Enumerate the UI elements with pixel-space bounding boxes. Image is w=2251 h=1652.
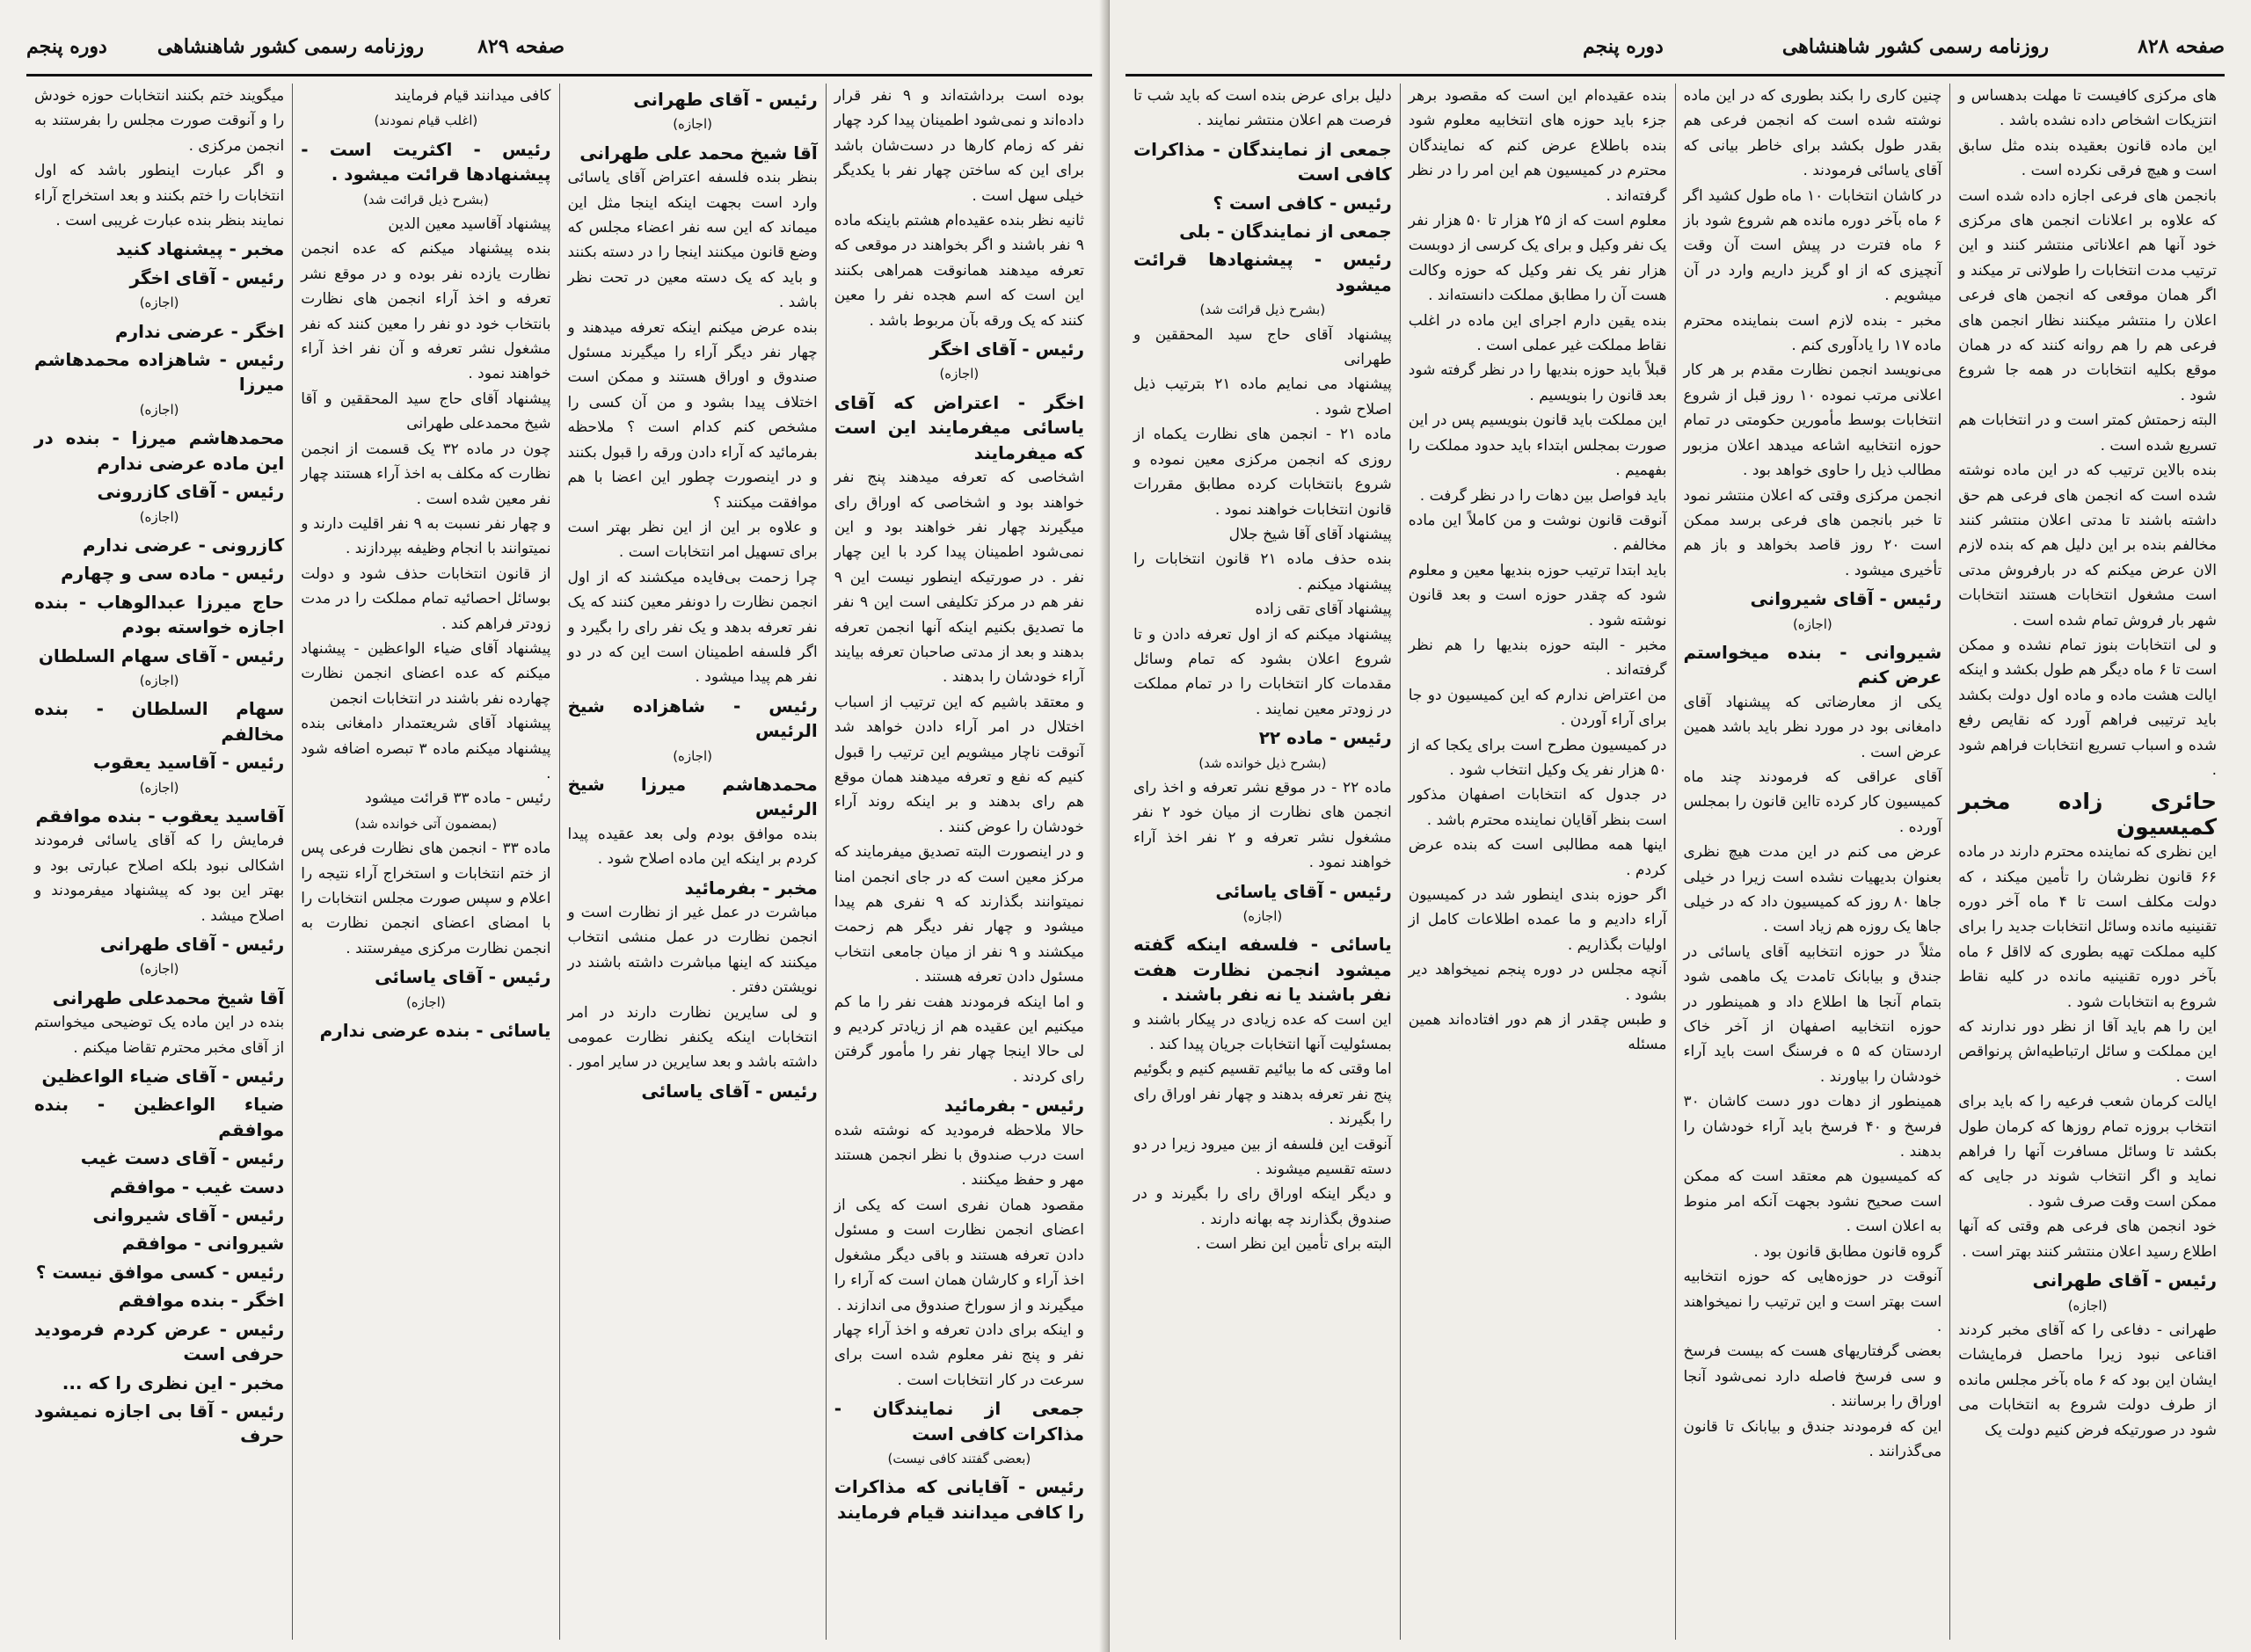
paragraph: و علاوه بر این از این نظر بهتر است برای تسهیل امر انتخابات است .	[567, 518, 818, 562]
paragraph: در جدول که انتخابات اصفهان مذکور است بنظر آقایان نماینده محترم باشد .	[1408, 786, 1667, 829]
paragraph: و معتقد باشیم که این ترتیب از اسباب اختلال در امر آراء دادن خواهد شد آنوقت ناچار میشویم این ترتیب را قبول کنیم که نفع و تعرفه میدهند همان موقع هم رای بدهند و بر اینکه روند آراء خودشان را عوض کنند .	[834, 693, 1084, 836]
paragraph: انجمن مرکزی وقتی که اعلان منتشر نمود تا خبر بانجمن های فرعی برسد ممکن است ۲۰ روز قاصد بخواهد و باز هم تأخیری میشود .	[1683, 486, 1942, 579]
speaker-heading: آقا شیخ محمدعلی طهرانی	[52, 986, 285, 1008]
speaker-heading: رئیس - آقای یاسائی	[641, 1080, 818, 1102]
stage-note: (اجازه)	[139, 295, 179, 311]
paragraph: که کمیسیون هم معتقد است که ممکن است صحیح نشود بجهت آنکه امر منوط به اعلان است .	[1683, 1168, 1942, 1236]
speaker-heading: رئیس - ماده ۲۲	[1258, 727, 1392, 749]
paragraph: میگویند ختم بکنند انتخابات حوزه خودش را و آنوقت صورت مجلس را بفرستند به انجمن مرکزی .	[34, 87, 285, 155]
speaker-heading: رئیس - آقای اخگر	[129, 266, 285, 288]
stage-note: (اجازه)	[139, 401, 179, 418]
speaker-heading: رئیس - آقایانی که مذاکرات را کافی میدانند قیام فرمایند	[834, 1476, 1084, 1523]
page-left	[0, 0, 1110, 1652]
paragraph: آنوقت در حوزه‌هایی که حوزه انتخابیه است بهتر است و این ترتیب را نمیخواهند .	[1683, 1268, 1942, 1335]
paragraph: چنین کاری را بکند بطوری که در این ماده نوشته شده است که انجمن فرعی هم بقدر طول بکشد برای خاطر بیانی که آقای یاسائی فرمودند .	[1683, 87, 1942, 180]
page-number: صفحه ۸۲۸	[2138, 35, 2225, 58]
speaker-heading: رئیس - کسی موافق نیست ؟	[35, 1261, 285, 1283]
paragraph: پیشنهاد آقاسید معین الدین	[388, 215, 551, 234]
paragraph: اگر حوزه بندی اینطور شد در کمیسیون آراء دادیم و ما عمده اطلاعات کامل از اولیات بگذاریم .	[1408, 886, 1667, 954]
speaker-heading: مخبر - این نظری را که ...	[62, 1372, 285, 1394]
speaker-heading: رئیس - آقای شیروانی	[1750, 588, 1942, 610]
speaker-heading: رئیس - آقای طهرانی	[99, 934, 285, 955]
paragraph: بنده پیشنهاد میکنم که عده انجمن نظارت یازده نفر بوده و در موقع نشر تعرفه و اخذ آراء انجمن های نظارت بانتخاب خود دو نفر را معین کنند که نفر مشغول نشر تعرفه و آن نفر اخذ آراء خواهند نمود .	[301, 240, 551, 383]
text-column	[26, 84, 292, 1640]
text-column	[826, 84, 1092, 1640]
paragraph: و طبس چقدر از هم دور افتاده‌اند همین مسئله	[1408, 1011, 1667, 1054]
speaker-heading: رئیس - عرض کردم فرمودید حرفی است	[34, 1318, 285, 1365]
speaker-heading: اخگر - بنده موافقم	[118, 1290, 285, 1312]
page-header	[1126, 25, 2225, 76]
paragraph: و لی سایرین نظارت دارند در امر انتخابات اینکه یکنفر نظارت عمومی داشته باشد و بعد سایرین در سایر امور .	[567, 1003, 818, 1072]
paragraph: ثانیه نظر بنده عقیده‌ام هشتم باینکه ماده ۹ نفر باشند و اگر بخواهند در موقعی که تعرفه میدهند همانوقت همراهی بکنند این است که اسم هجده نفر را معین کنند که یک ورقه بآن مربوط باشد .	[834, 212, 1084, 330]
speaker-heading: دست غیب - موافقم	[110, 1175, 285, 1197]
paragraph: من اعتراض ندارم که این کمیسیون دو جا برای آراء آوردن .	[1408, 686, 1667, 730]
speaker-heading: حائری زاده مخبر کمیسیون	[1958, 789, 2217, 840]
paragraph: طهرانی - دفاعی را که آقای مخبر کردند اقناعی نبود زیرا ماحصل فرمایشات ایشان این بود که ۶ ماه بآخر مجلس مانده از طرف دولت شروع به انتخابات می شود در صورتیکه فرض کنیم دولت یک	[1958, 1321, 2217, 1439]
paragraph: باید ابتدا ترتیب حوزه بندیها معین و معلوم شود که چقدر حوزه است و بعد قانون نوشته شود .	[1408, 561, 1667, 630]
speaker-heading: رئیس - شاهزاده شیخ الرئیس	[567, 695, 818, 742]
paragraph: این که فرمودند جندق و بیابانک تا قانون می‌گذرانند .	[1683, 1417, 1942, 1460]
paragraph: از قانون انتخابات حذف شود و دولت بوسائل احصائیه تمام مملکت را در مدت زودتر فراهم کند .	[301, 564, 551, 633]
speaker-heading: مخبر - پیشنهاد کنید	[115, 238, 285, 260]
speaker-heading: رئیس - بفرمائید	[943, 1095, 1084, 1117]
paragraph: مخبر - البته حوزه بندیها را هم نظر گرفته‌اند .	[1408, 636, 1667, 680]
paragraph: بنده یقین دارم اجرای این ماده در اغلب نقاط مملکت غیر عملی است .	[1408, 311, 1667, 355]
speaker-heading: سهام السلطان - بنده مخالفم	[34, 698, 285, 745]
paragraph: ماده ۲۱ - انجمن های نظارت یکماه از روزی که انجمن مرکزی معین نموده و شروع بانتخابات کرده مطابق مقررات قانون انتخابات خواهند نمود .	[1133, 426, 1392, 519]
speaker-heading: جمعی از نمایندگان - بلی	[1179, 221, 1392, 243]
paragraph: آنوقت این فلسفه از بین میرود زیرا در دو دسته تقسیم میشوند .	[1133, 1135, 1392, 1179]
paragraph: عرض می کنم در این مدت هیچ نظری بعنوان بدیهیات نشده است زیرا در خیلی جاها ۸۰ روز که کمیسیون داد که در خیلی جاها یک روزه هم زیاد است .	[1683, 843, 1942, 936]
paragraph: مثلاً در حوزه انتخابیه آقای یاسائی در جندق و بیابانک تامدت یک ماهمی شود بتمام آنجا ها اطلاع داد و همینطور در حوزه انتخابیه اصفهان از آخر خاک اردستان که ۵ ه فرسنگ است باید آراء خودشان را بیاورند .	[1683, 942, 1942, 1086]
stage-note: (بمضمون آتی خوانده شد)	[354, 815, 498, 832]
text-column	[1400, 84, 1675, 1640]
paragraph: این ماده قانون بعقیده بنده مثل سابق است و هیچ فرقی نکرده است .	[1958, 136, 2217, 180]
speaker-heading: جمعی از نمایندگان - مذاکرات کافی است	[1133, 138, 1392, 186]
speaker-heading: ضیاء الواعظین - بنده موافقم	[34, 1094, 285, 1140]
paragraph: مخبر - بنده لازم است بنماینده محترم ماده ۱۷ را یادآوری کنم .	[1683, 311, 1942, 355]
speaker-heading: اخگر - عرضی ندارم	[114, 320, 285, 342]
paragraph: بنده در این ماده یک توضیحی میخواستم از آقای مخبر محترم تقاضا میکنم .	[34, 1014, 285, 1057]
newspaper-title: روزنامه رسمی کشور شاهنشاهی	[1781, 35, 2049, 58]
paragraph: خود انجمن های فرعی هم وقتی که آنها اطلاع رسید اعلان منتشر کنند بهتر است .	[1958, 1218, 2217, 1261]
speaker-heading: شیروانی - بنده میخواستم عرض کنم	[1683, 641, 1942, 688]
stage-note: (اجازه)	[1242, 908, 1283, 924]
speaker-heading: رئیس - شاهزاده محمدهاشم میرزا	[34, 349, 285, 396]
paragraph: قبلاً باید حوزه بندیها را در نظر گرفته شود بعد قانون را بنویسیم .	[1408, 361, 1667, 404]
paragraph: باید فواصل بین دهات را در نظر گرفت .	[1419, 486, 1667, 505]
text-column	[292, 84, 558, 1640]
paragraph: پیشنهاد آقای حاج سید المحققین و آقا شیخ محمدعلی طهرانی	[301, 389, 551, 433]
speaker-heading: کازرونی - عرضی ندارم	[82, 534, 285, 556]
paragraph: البته زحمتش کمتر است و در انتخابات هم تسریع شده است .	[1958, 411, 2217, 455]
stage-note: (اجازه)	[139, 672, 179, 688]
speaker-heading: رئیس - آقای سهام السلطان	[38, 644, 285, 666]
paragraph: ماده ۲۲ - در موقع نشر تعرفه و اخذ رای انجمن های نظارت از میان خود ۲ نفر مشغول نشر تعرفه و ۲ نفر اخذ آراء خواهند نمود .	[1133, 778, 1392, 872]
paragraph: کافی میدانند قیام فرمایند	[394, 87, 551, 105]
paragraph: این مملکت باید قانون بنویسیم پس در این صورت بمجلس ابتداء باید حدود مملکت را بفهمیم .	[1408, 411, 1667, 480]
page-number: صفحه ۸۲۹	[477, 35, 565, 58]
paragraph: و لی انتخابات بنوز تمام نشده و ممکن است تا ۶ ماه دیگر هم طول بکشد و اینکه ایالت هشت ماده و ماده اول دولت بکشد باید ترتیبی فراهم آورد که نقایص رفع شده و اسباب تسریع انتخابات فراهم شود .	[1958, 636, 2217, 779]
stage-note: (اجازه)	[939, 366, 980, 382]
paragraph: بنده حذف ماده ۲۱ قانون انتخابات را پیشنهاد میکنم .	[1133, 550, 1392, 593]
paragraph: و چهار نفر نسبت به ۹ نفر اقلیت دارند و نمیتوانند با انجام وظیفه بپردازند .	[301, 514, 551, 558]
speaker-heading: رئیس - آقای یاسائی	[375, 966, 551, 988]
column-group	[26, 84, 1092, 1640]
speaker-heading: رئیس - آقای دست غیب	[80, 1147, 285, 1169]
page-header	[26, 25, 1092, 76]
text-column	[1949, 84, 2225, 1640]
paragraph: و اینکه برای دادن تعرفه و اخذ آراء چهار نفر و پنج نفر معلوم شده است برای سرعت در کار انتخابات است .	[834, 1321, 1084, 1389]
stage-note: (اجازه)	[405, 993, 446, 1010]
paragraph: ماده ۳۳ - انجمن های نظارت فرعی پس از ختم انتخابات و استخراج آراء نتیجه را اعلام و سپس صورت مجلس انتخابات را با امضای اعضای انجمن نظارت به انجمن نظارت مرکزی میفرستند .	[301, 840, 551, 957]
paragraph: بنده عرض میکنم اینکه تعرفه میدهند و چهار نفر دیگر آراء را میگیرند مسئول صندوق و اوراق هستند و ممکن است اختلاف پیدا بشود و من آن کسی را مشخص کنم کدام است ؟ ملاحظه بفرمائید که آراء دادن ورقه را قبول بکنند و در اینصورت چطور این اعضا با هم موافقت میکنند ؟	[567, 318, 818, 512]
stage-note: (اغلب قیام نمودند)	[374, 113, 478, 129]
text-column	[1675, 84, 1950, 1640]
paragraph: این را هم باید آقا از نظر دور ندارند که این مملکت و سائل ارتباطیه‌اش پرنواقص است .	[1958, 1018, 2217, 1086]
paragraph: آنچه مجلس در دوره پنجم نمیخواهد دیر بشود .	[1408, 961, 1667, 1004]
paragraph: و اما اینکه فرمودند هفت نفر را ما کم میکنیم این عقیده هم از زیادتر کردیم و لی حالا اینجا چهار نفر را مأمور گرفتن رای کردند .	[834, 993, 1084, 1086]
paragraph: بوده است برداشته‌اند و ۹ نفر قرار داده‌اند و نمی‌شود اطمینان پیدا کرد چهار نفر که زمام کار‌ها در دست‌شان باشد برای این که ساختن چهار نفر با یکدیگر خیلی سهل است .	[834, 87, 1084, 205]
session-label: دوره پنجم	[1583, 35, 1664, 58]
speaker-heading: رئیس - آقاسید یعقوب	[92, 752, 285, 774]
paragraph: بعضی گرفتاریهای هست که بیست فرسخ و سی فرسخ فاصله دارد نمی‌شود آنجا اوراق را برسانند .	[1683, 1343, 1942, 1411]
paragraph: و در اینصورت البته تصدیق میفرمایند که مرکز معین است که در جای انجمن امنا نمیتوانند بگذارند که ۹ نفری هم پیدا میشود و چهار نفر دیگر هم زحمت میکشند و ۹ نفر از میان جامعی انتخاب مسئول دادن تعرفه هستند .	[834, 843, 1084, 986]
paragraph: چون در ماده ۳۲ یک قسمت از انجمن نظارت که مکلف به اخذ آراء هستند چهار نفر معین شده است .	[301, 440, 551, 508]
speaker-heading: آقاسید یعقوب - بنده موافقم	[35, 804, 285, 826]
paragraph: در کاشان انتخابات ۱۰ ماه طول کشید اگر ۶ ماه بآخر دوره مانده هم شروع شود باز ۶ ماه فترت در پیش است آن وقت آنچیزی که از او گریز داریم وارد در آن میشویم .	[1683, 186, 1942, 305]
newspaper-title: روزنامه رسمی کشور شاهنشاهی	[157, 35, 424, 58]
paragraph: بنده بالاین ترتیب که در این ماده نوشته شده است که انجمن های فرعی هم حق داشته باشند تا مدتی اعلان منتشر کنند مخالفم بنده بر این دلیل هم که بنده لازم الان عرض میکنم که در بارفروش مدتی است مشغول انتخابات هستند انتخابات شهر بار فروش تمام شده است .	[1958, 462, 2217, 630]
paragraph: آقای عراقی که فرمودند چند ماه کمیسیون کار کرده تااین قانون را بمجلس آورده .	[1683, 768, 1942, 836]
speaker-heading: محمدهاشم میرزا شیخ الرئیس	[567, 773, 818, 820]
session-label: دوره پنجم	[26, 35, 107, 58]
paragraph: پیشنهاد آقای شریعتمدار دامغانی بنده پیشنهاد میکنم ماده ۳ تبصره اضافه شود .	[301, 715, 551, 782]
stage-note: (بعضی گفتند کافی نیست)	[887, 1450, 1031, 1466]
paragraph: آنوقت قانون نوشت و من کاملاً این ماده مخالفم .	[1408, 511, 1667, 555]
speaker-heading: رئیس - آقای طهرانی	[2032, 1270, 2217, 1292]
paragraph: مقصود همان نفری است که یکی از اعضای انجمن نظارت است و مسئول دادن تعرفه هستند و باقی دیگر مشغول اخذ آراء و کارشان همان است که آراء را میگیرند و از سوراخ صندوق می اندازند .	[834, 1196, 1084, 1314]
speaker-heading: یاسائی - فلسفه اینکه گفته میشود انجمن نظارت هفت نفر باشند یا نه نفر باشند .	[1133, 934, 1392, 1006]
speaker-heading: رئیس - آقای ضیاء الواعظین	[41, 1066, 285, 1088]
speaker-heading: شیروانی - موافقم	[121, 1233, 285, 1255]
paragraph: یکی از معارضاتی که پیشنهاد آقای دامغانی بود در مورد نظر باید باشد همین عرض است .	[1683, 693, 1942, 761]
speaker-heading: آقا شیخ محمد علی طهرانی	[579, 142, 818, 164]
paragraph: پیشنهاد میکنم که از اول تعرفه دادن و تا شروع اعلان بشود که تمام وسائل مقدمات کار انتخابات را در تمام مملکت در زودتر معین نمایند .	[1133, 625, 1392, 718]
stage-note: (اجازه)	[139, 779, 179, 796]
paragraph: می‌نویسد انجمن نظارت مقدم بر هر کار اعلانی مرتب نموده ۱۰ روز قبل از شروع انتخابات بوسط مأمورین حکومتی در تمام حوزه انتخابیه اشاعه میدهد اعلان مزبور مطالب ذیل را حاوی خواهد بود .	[1683, 361, 1942, 480]
paragraph: پیشنهاد می نمایم ماده ۲۱ بترتیب ذیل اصلاح شود .	[1133, 375, 1392, 418]
speaker-heading: رئیس - آقای شیروانی	[92, 1204, 285, 1226]
stage-note: (اجازه)	[673, 116, 713, 133]
paragraph: این نظری که نماینده محترم دارند در ماده ۶۶ قانون نظرشان را تأمین میکند ، که دولت مکلف است تا ۴ ماه آخر دوره تقنینیه مانده وسائل انتخابات جدید را برای کلیه مملکت تهیه بطوری که لااقل ۶ ماه بآخر دوره تقنینیه مانده در کلیه نقاط شروع به انتخابات شود .	[1958, 843, 2217, 1011]
paragraph: های مرکزی کافیست تا مهلت بدهساس و انتزیکات اشخاص داده نشده باشد .	[1958, 87, 2217, 130]
paragraph: همینطور از دهات دور دست کاشان ۳۰ فرسخ و ۴۰ فرسخ باید آراء خودشان را بدهند .	[1683, 1093, 1942, 1161]
paragraph: چرا زحمت بی‌فایده میکشند که از اول انجمن نظارت را دونفر معین کنند که یک نفر تعرفه بدهد و یک نفر رای را بگیرد و اگر فلسفه اطمینان است این که در دو نفر هم پیدا میشود .	[567, 568, 818, 687]
paragraph: اشخاصی که تعرفه میدهند پنج نفر خواهند بود و اشخاصی که اوراق رای میگیرند چهار نفر خواهند بود و این نمی‌شود اطمینان پیدا کرد با این چهار نفر . در صورتیکه اینطور نیست این ۹ نفر هم در مرکز تکلیفی است این ۹ نفر ما تصدیق بکنیم اینکه آنها انجمن تعرفه بدهند و بعد از مدتی صاحبان تعرفه بیایند آراء خودشان را بدهند .	[834, 469, 1084, 687]
speaker-heading: رئیس - اکثریت است - پیشنهادها قرائت میشود .	[301, 138, 551, 186]
paragraph: معلوم است که از ۲۵ هزار تا ۵۰ هزار نفر یک نفر وکیل و برای یک کرسی از دوبست هزار نفر یک نفر وکیل که حوزه وکالت هست آن را مطابق مملکت دانسته‌اند .	[1408, 212, 1667, 305]
speaker-heading: رئیس - آقای یاسائی	[1215, 880, 1392, 902]
paragraph: دلیل برای عرض بنده است که باید شب تا فرصت هم اعلان منتشر نمایند .	[1133, 87, 1392, 130]
stage-note: (اجازه)	[1792, 615, 1832, 632]
speaker-heading: اخگر - اعتراض که آقای یاسائی میفرمایند این است که میفرمایند	[834, 391, 1084, 463]
stage-note: (بشرح ذیل قرائت شد)	[1199, 302, 1326, 318]
stage-note: (اجازه)	[139, 961, 179, 978]
speaker-heading: مخبر - بفرمائید	[684, 877, 818, 899]
paragraph: فرمایش را که آقای یاسائی فرمودند اشکالی نبود بلکه اصلاح عبارتی بود و بهتر این بود که پیشنهاد میفرمودند و اصلاح میشد .	[34, 832, 285, 925]
stage-note: (اجازه)	[139, 508, 179, 525]
paragraph: گروه قانون مطابق قانون بود .	[1753, 1242, 1942, 1261]
speaker-heading: جمعی از نمایندگان - مذاکرات کافی است	[834, 1398, 1084, 1445]
paragraph: بنده عقیده‌ام این است که مقصود برهر جزء باید حوزه های انتخابیه معلوم شود بنده باطلاع عرض کنم که نمایندگان محترم در کمیسیون هم این امر را در نظر گرفته‌اند .	[1408, 87, 1667, 205]
speaker-heading: محمدهاشم میرزا - بنده در این ماده عرضی ندارم	[34, 427, 285, 474]
speaker-heading: رئیس - آقای اخگر	[929, 338, 1084, 360]
speaker-heading: رئیس - آقای طهرانی	[633, 89, 818, 110]
paragraph: مباشرت در عمل غیر از نظارت است و انجمن نظارت در عمل منشی انتخاب میکنند که اینها مباشرت داشته باشند در نویشتن دفتر .	[567, 904, 818, 997]
stage-note: (اجازه)	[673, 747, 713, 764]
speaker-heading: حاج میرزا عبدالوهاب - بنده اجازه خواسته بودم	[34, 591, 285, 638]
stage-note: (بشرح ذیل خوانده شد)	[1198, 754, 1327, 771]
speaker-heading: رئیس - کافی است ؟	[1213, 192, 1392, 214]
text-column	[559, 84, 826, 1640]
speaker-heading: یاسائی - بنده عرضی ندارم	[319, 1020, 551, 1042]
text-column	[1126, 84, 1400, 1640]
paragraph: پیشنهاد آقای تقی زاده	[1255, 600, 1392, 619]
speaker-heading: رئیس - آقا بی اجازه نمیشود حرف	[34, 1400, 285, 1447]
speaker-heading: رئیس - ماده سی و چهارم	[61, 563, 285, 585]
paragraph: رئیس - ماده ۳۳ قرائت میشود	[365, 790, 551, 808]
paragraph: پیشنهاد آقای آقا شیخ جلال	[1228, 525, 1392, 543]
stage-note: (اجازه)	[2067, 1297, 2108, 1314]
column-group	[1126, 84, 2225, 1640]
paragraph: و اگر عبارت اینطور باشد که اول انتخابات را ختم بکنند و بعد استخراج آراء نمایند بنظر بنده عبارت غریبی است .	[34, 162, 285, 230]
paragraph: در کمیسیون مطرح است برای یکجا که از ۵۰ هزار نفر یک وکیل انتخاب شود .	[1408, 736, 1667, 779]
paragraph: اینها همه مطالبی است که بنده عرض کردم .	[1408, 836, 1667, 879]
paragraph: بنظر بنده فلسفه اعتراض آقای یاسائی وارد است بجهت اینکه اینجا مثل این میماند که این سه نفر اعضاء مجلس که وضع قانون میکنند اینجا را در دسته بکنند و باید که یک دسته معین در تحت نظر باشد .	[567, 169, 818, 312]
speaker-heading: رئیس - آقای کازرونی	[97, 481, 285, 503]
paragraph: این است که عده زیادی در پیکار باشند و بمسئولیت آنها انتخابات جریان پیدا کند .	[1133, 1010, 1392, 1054]
paragraph: البته برای تأمین این نظر است .	[1196, 1235, 1392, 1254]
paragraph: پیشنهاد آقای حاج سید المحققین و طهرانی	[1133, 325, 1392, 369]
speaker-heading: رئیس - پیشنهادها قرائت میشود	[1133, 249, 1392, 295]
paragraph: ایالت کرمان شعب فرعیه را که باید برای انتخاب بروزه تمام روزها که کرمان طول بکشد تا وسائل مسافرت آنها را فراهم نماید و اگر انتخاب شوند در جایی که ممکن است وقت صرف شود .	[1958, 1093, 2217, 1211]
page-right	[1110, 0, 2251, 1652]
paragraph: بانجمن های فرعی اجازه داده شده است که علاوه بر اعلانات انجمن های مرکزی خود آنها هم اعلاناتی منتشر کنند و این ترتیب مدت انتخابات را طولانی تر میکند و اگر همان موقعی که انجمن های فرعی اعلان را منتشر میکنند نظار انجمن های فرعی هم را هم روانه کنند که در همان موقع بکلیه انتخابات در همه جا شروع شود .	[1958, 186, 2217, 404]
paragraph: حالا ملاحظه فرمودید که نوشته شده است درب صندوق با نظر انجمن هستند مهر و حفظ میکنند .	[834, 1121, 1084, 1190]
paragraph: بنده موافق بودم ولی بعد عقیده پیدا کردم بر اینکه این ماده اصلاح شود .	[567, 825, 818, 869]
paragraph: اما وقتی که ما بیائیم تقسیم کنیم و بگوئیم پنج نفر تعرفه بدهند و چهار نفر اوراق رای را بگیرند .	[1133, 1060, 1392, 1129]
paragraph: و دیگر اینکه اوراق رای را بگیرند و در صندوق بگذارند چه بهانه دارند .	[1133, 1185, 1392, 1228]
paragraph: پیشنهاد آقای ضیاء الواعظین - پیشنهاد میکنم که عده اعضای انجمن نظارت چهارده نفر باشند در انتخابات انجمن	[301, 639, 551, 708]
stage-note: (بشرح ذیل قرائت شد)	[363, 191, 489, 207]
